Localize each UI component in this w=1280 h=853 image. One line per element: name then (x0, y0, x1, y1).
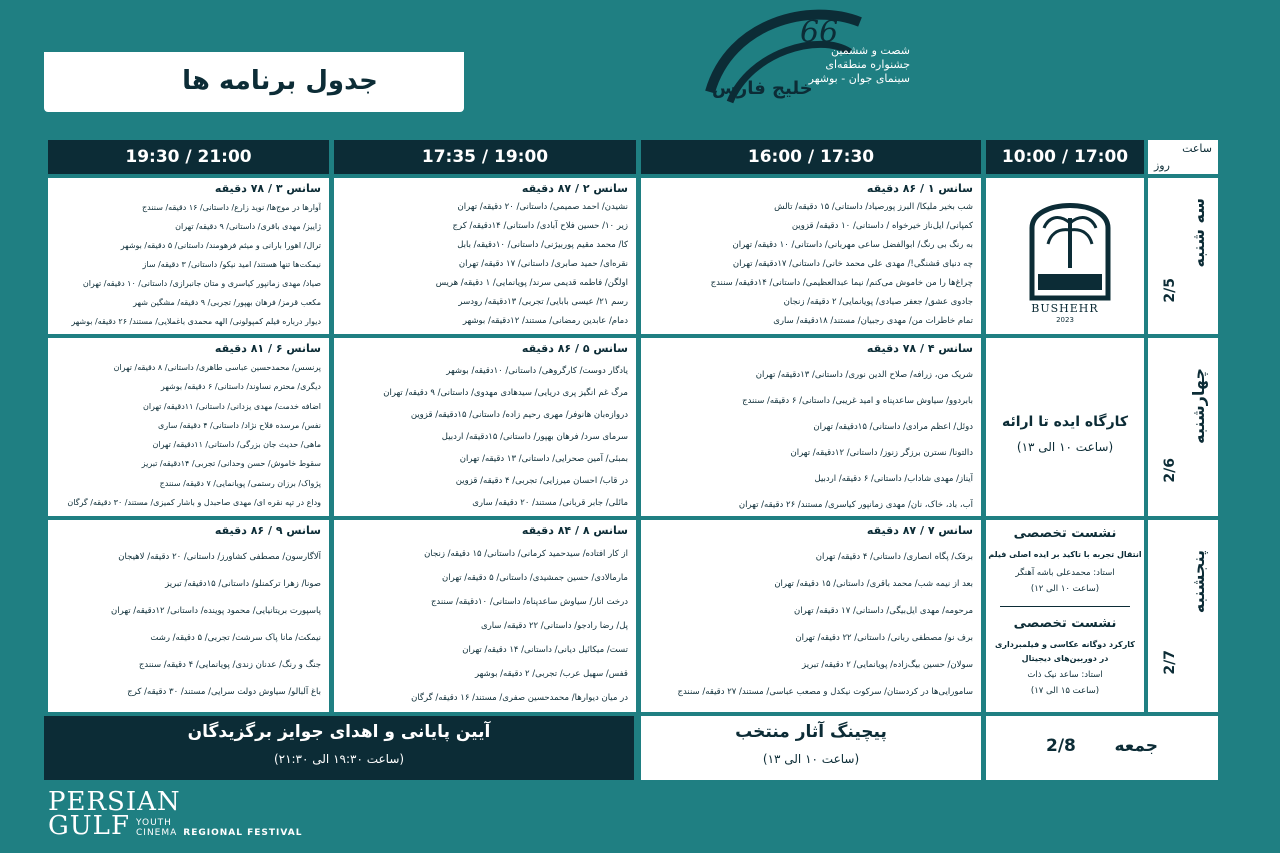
film-item: در میان دیوارها/ محمدحسین صفری/ مستند/ ۱۶ دقیقه/ گرگان (411, 693, 628, 703)
film-item: ترال/ اهورا بارانی و میثم فرهومند/ داستانی/ ۵ دقیقه/ بوشهر (120, 241, 321, 250)
film-item: مرگ غم انگیز پری دریایی/ سیدهادی مهدوی/ داستانی/ ۹ دقیقه/ تهران (383, 388, 628, 398)
film-item: مرحومه/ مهدی ایل‌بیگی/ داستانی/ ۱۷ دقیقه/ تهران (794, 606, 973, 616)
film-item: برفک/ پگاه انصاری/ داستانی/ ۴ دقیقه/ تهران (815, 552, 973, 562)
film-item: دیوار درباره فیلم کمپولونی/ الهه محمدی باغملایی/ مستند/ ۲۶ دقیقه/ بوشهر (71, 317, 321, 326)
footer-word-1: PERSIAN (48, 787, 181, 817)
friday-name: جمعه (1114, 736, 1158, 756)
page-title: جدول برنامه ها (182, 66, 378, 96)
session-6-cell (48, 338, 329, 516)
film-item: صیاد/ مهدی زمانپور کیاسری و متان جانبرازی/ داستانی/ ۱۰ دقیقه/ تهران (82, 279, 321, 288)
film-item: بمبئی/ آمین صحرایی/ داستانی/ ۱۳ دقیقه/ تهران (459, 454, 628, 464)
film-item: ژاییز/ مهدی باقری/ داستانی/ ۹ دقیقه/ تهران (175, 222, 321, 231)
film-item: تمام خاطرات من/ مهدی رجبیان/ مستند/ ۱۸دقیقه/ ساری (773, 316, 973, 326)
day-name: پنجشنبه (1189, 550, 1208, 614)
footer-word-3: YOUTH (136, 818, 172, 828)
film-item: آلاگارسون/ مصطفی کشاورز/ داستانی/ ۲۰ دقیقه/ لاهیجان (118, 552, 321, 562)
day-name: چهارشنبه (1189, 368, 1208, 444)
corner-day-label: روز (1154, 159, 1170, 172)
film-item: ماهی/ حدیث جان بزرگی/ داستانی/ ۱۱دقیقه/ تهران (152, 440, 321, 450)
session-title: سانس ۹ / ۸۶ دقیقه (214, 524, 321, 537)
badge-name: BUSHEHR (1031, 302, 1099, 315)
festival-line-3: سینمای جوان - بوشهر (808, 72, 910, 85)
panel1-topic: انتقال تجربه با تاکید بر ایده اصلی فیلم (988, 550, 1142, 559)
session-8-cell (334, 520, 636, 712)
film-item: مائلی/ جابر قربانی/ مستند/ ۲۰ دقیقه/ ساری (472, 498, 628, 508)
session-1-cell (641, 178, 981, 334)
panel1-teacher: استاد: محمدعلی باشه آهنگر (1015, 568, 1115, 578)
workshop-title: کارگاه ایده تا ارائه (1001, 414, 1129, 430)
film-item: از کار افتاده/ سیدحمید کرمانی/ داستانی/ ۱۵ دقیقه/ زنجان (424, 549, 628, 559)
film-item: دیگری/ محترم نساوند/ داستانی/ ۶ دقیقه/ بوشهر (160, 382, 321, 392)
closing-title: آیین پایانی و اهدای جوایز برگزیدگان (187, 722, 491, 742)
film-item: تست/ میکائیل دیانی/ داستانی/ ۱۴ دقیقه/ تهران (462, 645, 628, 655)
panel-divider (1000, 606, 1130, 607)
film-item: کا/ محمد مقیم پوربیژنی/ داستانی/ ۱۰دقیقه/ بابل (457, 240, 628, 250)
day-thursday (1148, 520, 1218, 712)
film-item: به رنگ بی رنگ/ ابوالفضل ساعی مهربانی/ داستانی/ ۱۰ دقیقه/ تهران (732, 240, 973, 250)
film-list (647, 544, 973, 706)
film-item: کمپانی/ ایل‌ناز خیرخواه / داستانی/ ۱۰ دقیقه/ قزوین (791, 221, 973, 231)
film-item: سولان/ حسین بیگ‌زاده/ پویانمایی/ ۲ دقیقه/ تبریز (802, 660, 973, 670)
film-item: نشیدن/ احمد صمیمی/ داستانی/ ۲۰ دقیقه/ تهران (457, 202, 628, 212)
footer-word-4: CINEMA (136, 828, 178, 838)
pitching-title: پیچینگ آثار منتخب (735, 722, 887, 742)
session-4-cell (641, 338, 981, 516)
col1-thursday (986, 520, 1144, 712)
panel1-time: (ساعت ۱۰ الی ۱۲) (1030, 584, 1100, 594)
film-item: درخت انار/ سیاوش ساعدپناه/ داستانی/ ۱۰دقیقه/ سنندج (430, 597, 628, 607)
film-item: یادگار دوست/ کارگروهی/ داستانی/ ۱۰دقیقه/ بوشهر (446, 366, 628, 376)
day-wednesday (1148, 338, 1218, 516)
film-list (54, 358, 321, 512)
film-item: شب بخیر ملیکا/ البرز پورصیاد/ داستانی/ ۱۵ دقیقه/ تالش (774, 202, 973, 212)
footer-word-2: GULF (48, 811, 130, 841)
film-item: پاسپورت بریتانیایی/ محمود پوینده/ داستانی/ ۱۲دقیقه/ تهران (111, 606, 321, 616)
film-item: شریک من، زرافه/ صلاح الدین نوری/ داستانی/ ۱۳دقیقه/ تهران (755, 370, 973, 380)
col1-tuesday (986, 178, 1144, 334)
day-tuesday (1148, 178, 1218, 334)
film-item: مارمالادی/ حسین جمشیدی/ داستانی/ ۵ دقیقه/ تهران (442, 573, 628, 583)
film-item: آب، باد، خاک، نان/ مهدی زمانپور کیاسری/ مستند/ ۲۶ دقیقه/ تهران (738, 500, 973, 510)
bushehr-badge-icon (1028, 188, 1112, 318)
time-header-3: 17:35 / 19:00 (334, 140, 636, 174)
film-item: بابردوو/ سیاوش ساعدپناه و امید غریبی/ داستانی/ ۶ دقیقه/ سنندج (742, 396, 973, 406)
film-item: جنگ و رنگ/ عدنان زندی/ پویانمایی/ ۴ دقیقه/ سنندج (138, 660, 321, 670)
film-item: چراغ‌ها را من خاموش می‌کنم/ نیما عبدالعظیمی/ داستانی/ ۱۴دقیقه/ سنندج (710, 278, 973, 288)
film-item: اضافه خدمت/ مهدی یزدانی/ داستانی/ ۱۱دقیقه/ تهران (142, 401, 321, 411)
session-5-cell (334, 338, 636, 516)
film-item: دمام/ عابدین رمضانی/ مستند/ ۱۲دقیقه/ بوشهر (462, 316, 628, 326)
day-date: 2/6 (1162, 458, 1178, 483)
film-item: اولگن/ فاطمه قدیمی سرند/ پویانمایی/ ۱ دقیقه/ هریس (435, 278, 628, 288)
badge-year: 2023 (1056, 316, 1074, 324)
film-item: دروازه‌بان هانوفر/ مهری رحیم زاده/ داستانی/ ۱۵دقیقه/ قزوین (410, 410, 628, 420)
film-item: دالتونا/ نسترن برزگر زنوز/ داستانی/ ۱۲دقیقه/ تهران (790, 448, 973, 458)
film-item: سرمای سرد/ فرهان بهپور/ داستانی/ ۱۵دقیقه/ اردبیل (441, 432, 628, 442)
film-item: در قاب/ احسان میرزایی/ تجربی/ ۴ دقیقه/ قزوین (455, 476, 628, 486)
session-9-cell (48, 520, 329, 712)
film-list (340, 542, 628, 710)
film-item: وداع در تپه نقره ای/ مهدی صاحبدل و باشار کمیزی/ مستند/ ۳۰ دقیقه/ گرگان (67, 498, 321, 508)
session-title: سانس ۸ / ۸۴ دقیقه (521, 524, 628, 537)
day-name: سه شنبه (1189, 198, 1208, 268)
film-item: رسم ۲۱/ عیسی بابایی/ تجربی/ ۱۳دقیقه/ رودسر (458, 297, 628, 307)
footer-word-5: REGIONAL FESTIVAL (183, 828, 303, 838)
session-title: سانس ۴ / ۷۸ دقیقه (866, 342, 973, 355)
film-item: صونا/ زهرا ترکمنلو/ داستانی/ ۱۵دقیقه/ تبریز (165, 579, 321, 589)
logo-word: خلیج فارس (712, 78, 813, 99)
film-item: پژواک/ برزان رستمی/ پویانمایی/ ۷ دقیقه/ سنندج (159, 478, 321, 488)
panel2-topic-2: در دوربین‌های دیجیتال (1021, 654, 1109, 663)
festival-line-2: جشنواره منطقه‌ای (825, 58, 910, 71)
film-list (647, 198, 973, 331)
film-item: برف نو/ مصطفی ربانی/ داستانی/ ۲۲ دقیقه/ تهران (795, 633, 973, 643)
panel2-teacher: استاد: ساعد نیک ذات (1027, 670, 1103, 680)
film-item: جادوی عشق/ جعفر صیادی/ پویانمایی/ ۲ دقیقه/ زنجان (783, 297, 973, 307)
friday-date: 2/8 (1046, 736, 1076, 756)
workshop-time: (ساعت ۱۰ الی ۱۳) (1016, 440, 1114, 454)
film-item: باغ آلبالو/ سیاوش دولت سرایی/ مستند/ ۳۰ دقیقه/ کرج (127, 687, 321, 697)
film-item: چه دنیای قشنگی!/ مهدی علی محمد خانی/ داستانی/ ۱۷دقیقه/ تهران (732, 259, 973, 269)
friday-cell (986, 716, 1218, 780)
film-item: نفس/ مرسده فلاح نژاد/ داستانی/ ۴ دقیقه/ ساری (158, 420, 321, 430)
film-item: سقوط خاموش/ حسن وحدانی/ تجربی/ ۱۴دقیقه/ تبریز (141, 459, 321, 469)
film-list (54, 544, 321, 706)
film-item: آوارها در موج‌ها/ نوید زارع/ داستانی/ ۱۶ دقیقه/ سنندج (142, 203, 321, 212)
film-item: آیناز/ مهدی شاداب/ داستانی/ ۶ دقیقه/ اردبیل (814, 474, 973, 484)
session-title: سانس ۱ / ۸۶ دقیقه (866, 182, 973, 195)
time-header-1: 10:00 / 17:00 (986, 140, 1144, 174)
session-3-cell (48, 178, 329, 334)
film-list (54, 198, 321, 331)
film-list (647, 362, 973, 518)
session-title: سانس ۵ / ۸۶ دقیقه (521, 342, 628, 355)
film-item: بعد از نیمه شب/ محمد باقری/ داستانی/ ۱۵ دقیقه/ تهران (774, 579, 973, 589)
time-header-4: 19:30 / 21:00 (48, 140, 329, 174)
day-date: 2/5 (1162, 278, 1178, 303)
film-item: پل/ رضا رادجو/ داستانی/ ۲۲ دقیقه/ ساری (480, 621, 628, 631)
panel1-title: نشست تخصصی (1013, 526, 1117, 541)
session-title: سانس ۷ / ۸۷ دقیقه (866, 524, 973, 537)
session-title: سانس ۳ / ۷۸ دقیقه (214, 182, 321, 195)
festival-line-1: شصت و ششمین (831, 44, 910, 57)
festival-lines (800, 44, 910, 86)
day-date: 2/7 (1162, 650, 1178, 675)
closing-time: (ساعت ۱۹:۳۰ الی ۲۱:۳۰) (273, 752, 405, 766)
film-item: نیمکت/ مانا پاک سرشت/ تجربی/ ۵ دقیقه/ رشت (150, 633, 321, 643)
footer-logo (48, 787, 303, 841)
film-item: زیر ۱۰/ حسین فلاح آبادی/ داستانی/ ۱۴دقیقه/ کرج (452, 221, 628, 231)
film-item: مکعب قرمز/ فرهان بهپور/ تجربی/ ۹ دقیقه/ مشگین شهر (133, 298, 321, 307)
session-2-cell (334, 178, 636, 334)
logo-numbers: 66 (800, 15, 839, 50)
pitching-cell (641, 716, 981, 780)
film-item: دوئل/ اعظم مرادی/ داستانی/ ۱۵دقیقه/ تهران (813, 422, 973, 432)
film-list (340, 198, 628, 331)
session-title: سانس ۶ / ۸۱ دقیقه (214, 342, 321, 355)
closing-cell (44, 716, 634, 780)
film-item: قفس/ سهیل عرب/ تجربی/ ۲ دقیقه/ بوشهر (474, 669, 628, 679)
film-item: نقره‌ای/ حمید صابری/ داستانی/ ۱۷ دقیقه/ تهران (458, 259, 628, 269)
pitching-time: (ساعت ۱۰ الی ۱۳) (762, 752, 860, 766)
panel2-title: نشست تخصصی (1013, 616, 1117, 631)
film-item: سامورایی‌ها در کردستان/ سرکوت نیکدل و مصعب عباسی/ مستند/ ۲۷ دقیقه/ سنندج (677, 687, 973, 697)
col1-wednesday (986, 338, 1144, 516)
corner-cell (1148, 140, 1218, 174)
panel2-topic-1: کارکرد دوگانه عکاسی و فیلمبرداری (995, 640, 1135, 649)
time-header-2: 16:00 / 17:30 (641, 140, 981, 174)
film-item: نیمکت‌ها تنها هستند/ امید نیکو/ داستانی/ ۳ دقیقه/ ساز (142, 260, 321, 269)
panel2-time: (ساعت ۱۵ الی ۱۷) (1030, 686, 1100, 696)
session-title: سانس ۲ / ۸۷ دقیقه (521, 182, 628, 195)
session-7-cell (641, 520, 981, 712)
film-list (340, 360, 628, 514)
film-item: پرنسس/ محمدحسین عباسی طاهری/ داستانی/ ۸ دقیقه/ تهران (113, 363, 321, 372)
corner-hour-label: ساعت (1182, 142, 1212, 155)
